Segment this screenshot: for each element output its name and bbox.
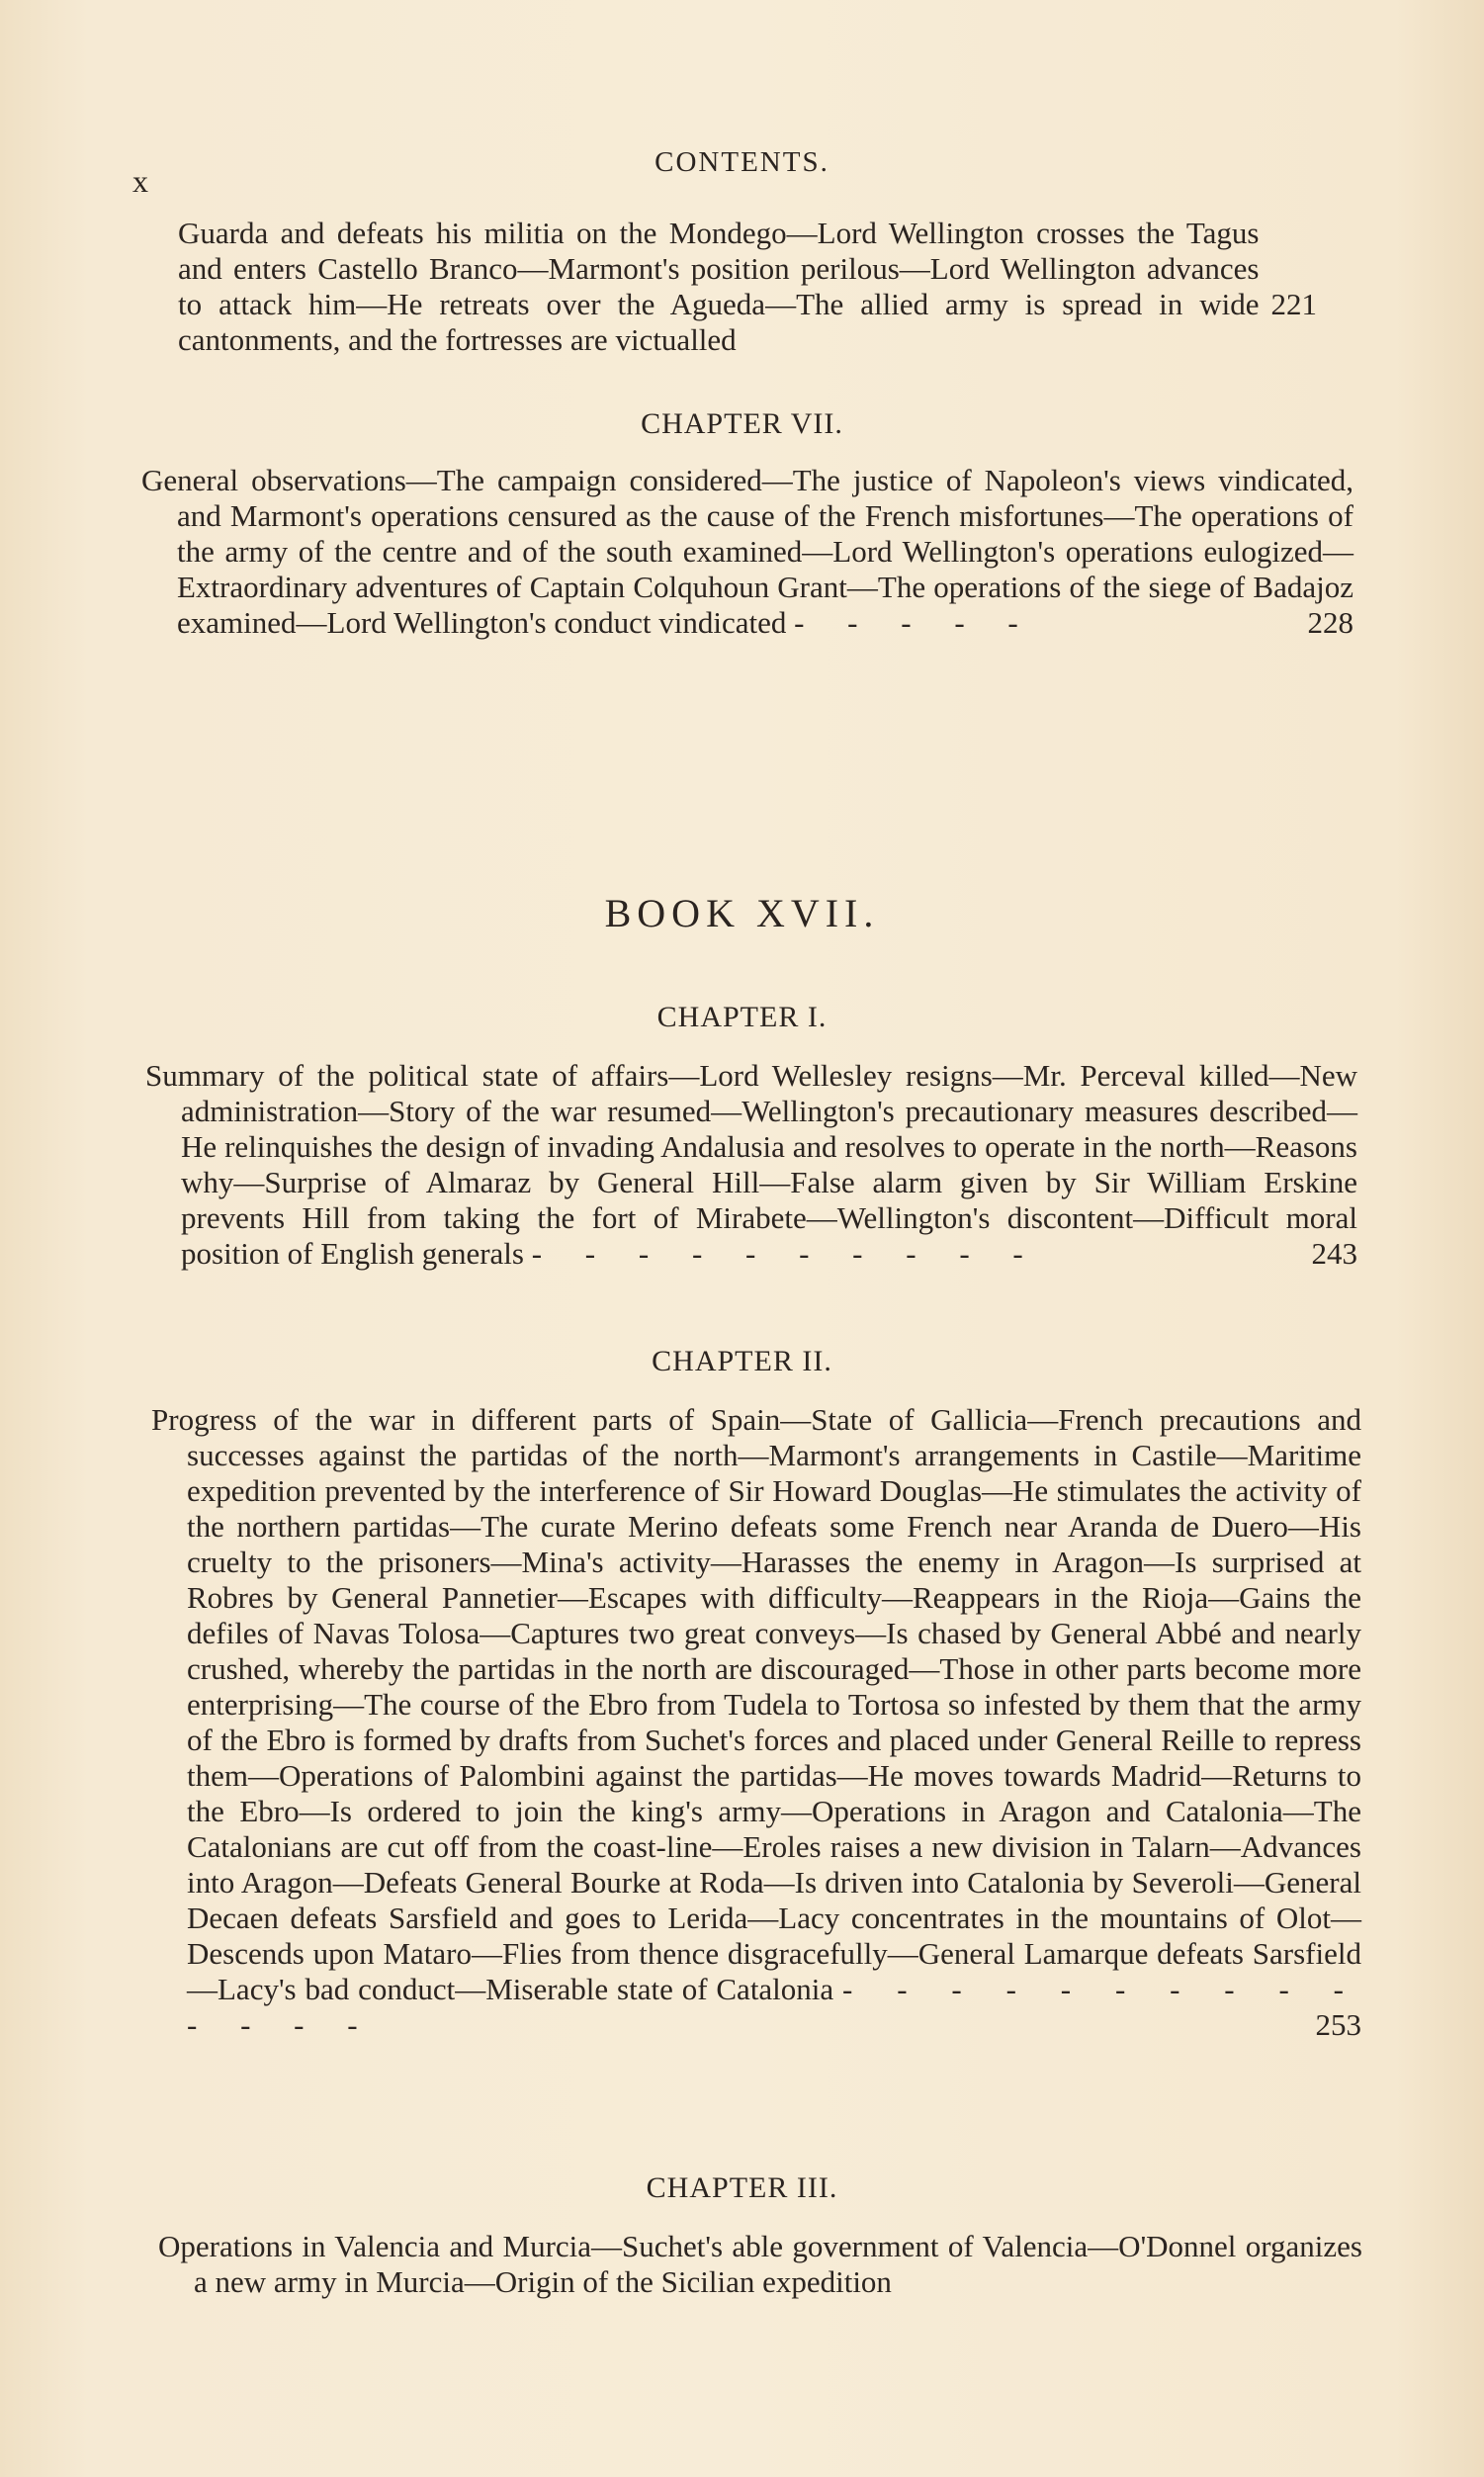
chapter-iii-heading: CHAPTER III.	[646, 2171, 838, 2204]
chapter-i-heading: CHAPTER I.	[656, 1001, 828, 1033]
running-head: CONTENTS.	[655, 146, 829, 178]
chapter-iii-summary-text: Operations in Valencia and Murcia—Suchet's able government of Valencia—O'Donnel organizes a new army in Murcia—Origin of the Sicilian expedition	[158, 2229, 1362, 2299]
chapter-vii-leader-dots: - - - - -	[794, 605, 1036, 640]
continued-entry	[178, 216, 1317, 358]
chapter-ii-page: 253	[1315, 2007, 1361, 2042]
chapter-ii-summary-text: Progress of the war in different parts of Spain—State of Gallicia—French precautions and successes against the partidas of the north—Marmont's arrangements in Castile—Maritime expedition prevented by the interference of Sir Howard Douglas—He stimulates the activity of the northern partidas—The curate Merino defeats some French near Aranda de Duero—His cruelty to the prisoners—Mina's activity—Harasses the enemy in Aragon—Is surprised at Robres by General Pannetier—Escapes with difficulty—Reappears in the Rioja—Gains the defiles of Navas Tolosa—Captures two great conveys—Is chased by General Abbé and nearly crushed, whereby the partidas in the north are discouraged—Those in other parts become more enterprising—The course of the Ebro from Tudela to Tortosa so infested by them that the army of the Ebro is formed by drafts from Suchet's forces and placed under General Reille to repress them—Operations of Palombini against the partidas—He moves towards Madrid—Returns to the Ebro—Is ordered to join the king's army—Operations in Aragon and Catalonia—The Catalonians are cut off from the coast-line—Eroles raises a new division in Talarn—Advances into Aragon—Defeats General Bourke at Roda—Is driven into Catalonia by Severoli—General Decaen defeats Sarsfield and goes to Lerida—Lacy concentrates in the mountains of Olot—Descends upon Mataro—Flies from thence disgracefully—General Lamarque defeats Sarsfield—Lacy's bad conduct—Miserable state of Catalonia	[151, 1402, 1361, 2006]
chapter-i-summary-text: Summary of the political state of affairs—Lord Wellesley resigns—Mr. Perceval killed—New administration—Story of the war resumed—Wellington's precautionary measures described—He relinquishes the design of invading Andalusia and resolves to operate in the north—Reasons why—Surprise of Almaraz by General Hill—False alarm given by Sir William Erskine prevents Hill from taking the fort of Mirabete—Wellington's discontent—Difficult moral position of English generals	[145, 1058, 1357, 1271]
chapter-iii-summary	[158, 2229, 1362, 2300]
chapter-ii-heading: CHAPTER II.	[652, 1345, 832, 1377]
book-heading: BOOK XVII.	[604, 891, 880, 935]
continued-entry-page: 221	[1270, 287, 1317, 321]
chapter-vii-summary	[141, 463, 1353, 641]
chapter-ii-leader-dots: - - - - - - - - - - - - - -	[187, 1972, 1361, 2042]
chapter-i-leader-dots: - - - - - - - - - -	[531, 1236, 1041, 1271]
chapter-vii-page: 228	[1307, 605, 1353, 640]
chapter-vii-summary-text: General observations—The campaign considered—The justice of Napoleon's views vindicated, and Marmont's operations censured as the cause of the French misfortunes—The operations of the army of the centre and of the south examined—Lord Wellington's operations eulogized—Extraordinary adventures of Captain Colquhoun Grant—The operations of the siege of Badajoz examined—Lord Wellington's conduct vindicated	[141, 463, 1353, 640]
chapter-ii-summary	[151, 1402, 1361, 2043]
chapter-i-page: 243	[1311, 1236, 1357, 1271]
continued-entry-text: Guarda and defeats his militia on the Mondego—Lord Wellington crosses the Tagus and enters Castello Branco—Marmont's position perilous—Lord Wellington advances to attack him—He retreats over the Agueda—The allied army is spread in wide cantonments, and the fortresses are victualled	[178, 216, 1260, 357]
page-number: x	[132, 163, 148, 199]
chapter-i-summary	[145, 1058, 1357, 1272]
chapter-vii-heading: CHAPTER VII.	[641, 407, 843, 440]
